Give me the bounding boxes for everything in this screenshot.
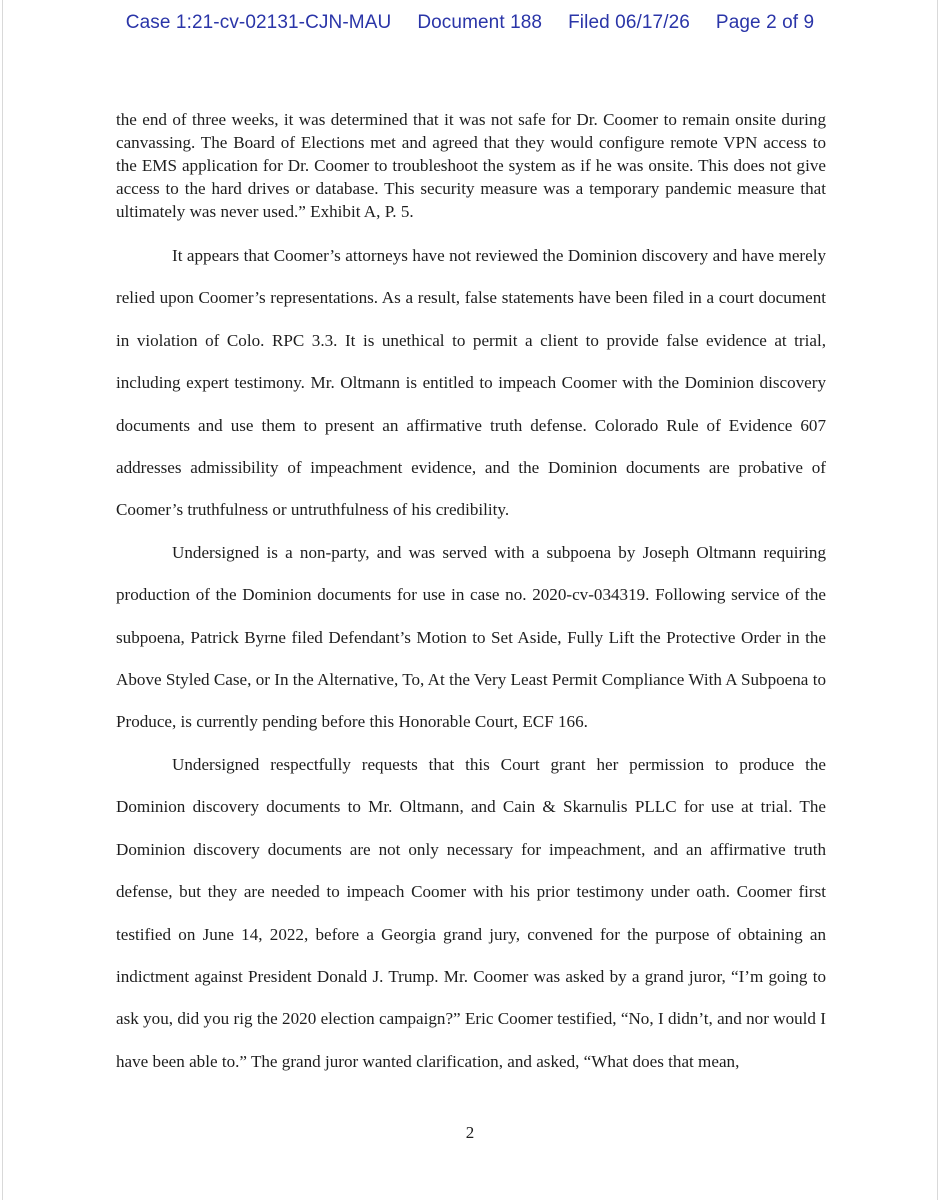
page-border-left (2, 0, 3, 1200)
page-number: 2 (465, 1123, 475, 1142)
filed-date: Filed 06/17/26 (568, 12, 690, 33)
paragraph-request: Undersigned respectfully requests that this Court grant her permission to produce the Dominion discovery documents to Mr. Oltmann, and Cain & Skarnulis PLLC for use at trial. The Dominion discovery documents are not only necessary for impeachment, and an affirmative truth defense, but they are needed to impeach Coomer with his prior testimony under oath. Coomer first testified on June 14, 2022, before a Georgia grand jury, convened for the purpose of obtaining an indictment against President Donald J. Trump. Mr. Coomer was asked by a grand juror, “I’m going to ask you, did you rig the 2020 election campaign?” Eric Coomer testified, “No, I didn’t, and nor would I have been able to.” The grand juror wanted clarification, and asked, “What does that mean, (116, 754, 826, 1071)
page-border-right (937, 0, 938, 1200)
case-number: Case 1:21-cv-02131-CJN-MAU (125, 12, 392, 33)
quote-continuation: the end of three weeks, it was determined that it was not safe for Dr. Coomer to remain onsite during canvassing. The Board of Elections met and agreed that they would configure remote VPN access to the EMS application for Dr. Coomer to troubleshoot the system as if he was onsite. This does not give access to the hard drives or database. This security measure was a temporary pandemic measure that ultimately was never used.” Exhibit A, P. 5. (116, 110, 826, 221)
paragraph-subpoena: Undersigned is a non-party, and was served with a subpoena by Joseph Oltmann requiring production of the Dominion documents for use in case no. 2020-cv-034319. Following service of the subpoena, Patrick Byrne filed Defendant’s Motion to Set Aside, Fully Lift the Protective Order in the Above Styled Case, or In the Alternative, To, At the Very Least Permit Compliance With A Subpoena to Produce, is currently pending before this Honorable Court, ECF 166. (116, 542, 826, 732)
document-body (116, 108, 826, 1083)
court-filing-header (0, 12, 940, 34)
document-number: Document 188 (417, 12, 543, 33)
paragraph-impeachment: It appears that Coomer’s attorneys have not reviewed the Dominion discovery and have merely relied upon Coomer’s representations. As a result, false statements have been filed in a court document in violation of Colo. RPC 3.3. It is unethical to permit a client to provide false evidence at trial, including expert testimony. Mr. Oltmann is entitled to impeach Coomer with the Dominion discovery documents and use them to present an affirmative truth defense. Colorado Rule of Evidence 607 addresses admissibility of impeachment evidence, and the Dominion documents are probative of Coomer’s truthfulness or untruthfulness of his credibility. (116, 246, 826, 520)
page-indicator: Page 2 of 9 (715, 12, 815, 33)
